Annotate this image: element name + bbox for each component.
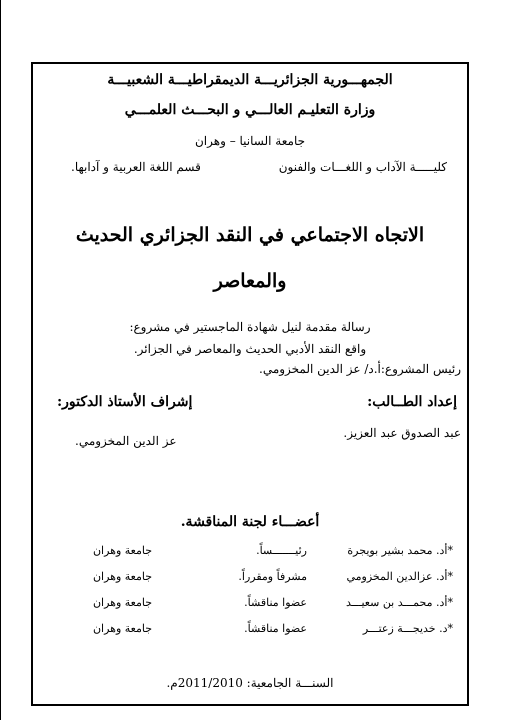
republic-name: الجمهـــورية الجزائريـــة الديمقراطيـــة الشعبيـــة xyxy=(107,72,393,88)
member-university: جامعة وهران xyxy=(92,570,152,583)
member-name: *د. خديجـــة زعتـــر xyxy=(362,622,453,635)
member-role: رئيـــــــساً. xyxy=(256,544,307,557)
department-name: قسم اللغة العربية و آدابها. xyxy=(71,160,201,174)
member-role: عضوا مناقشاً. xyxy=(244,622,307,635)
ministry-name: وزارة التعليـم العالـــي و البحـــث العلمـــي xyxy=(124,102,376,118)
committee-member-row xyxy=(43,570,457,588)
committee-member-row xyxy=(43,622,457,640)
member-university: جامعة وهران xyxy=(92,622,152,635)
thesis-title-line2: والمعاصر xyxy=(213,270,287,292)
student-name: عبد الصدوق عبد العزيز. xyxy=(343,426,461,440)
thesis-title-line1: الاتجاه الاجتماعي في النقد الجزائري الحديث xyxy=(75,224,425,246)
academic-year: السنـــة الجامعية: 2011/2010م. xyxy=(166,676,334,690)
committee-member-row xyxy=(43,544,457,562)
member-name: *أد. محمـــد بن سعيـــد xyxy=(346,596,453,609)
member-university: جامعة وهران xyxy=(92,596,152,609)
thesis-purpose-line2: واقع النقد الأدبي الحديث والمعاصر في الجزائر. xyxy=(133,342,367,356)
project-head: رئيس المشروع:أ.د/ عز الدين المخزومي. xyxy=(259,362,461,376)
member-role: مشرفاً ومقرراً. xyxy=(238,570,307,583)
committee-title: أعضـــاء لجنة المناقشة. xyxy=(180,514,320,530)
member-university: جامعة وهران xyxy=(92,544,152,557)
thesis-purpose-line1: رسالة مقدمة لنيل شهادة الماجستير في مشروع: xyxy=(129,320,371,334)
member-name: *أد. محمد بشير بويجرة xyxy=(347,544,453,557)
cover-page-frame xyxy=(31,62,469,706)
prepared-by-label: إعداد الطــالب: xyxy=(367,394,457,410)
member-name: *أد. عزالدين المخزومي xyxy=(346,570,453,583)
university-name: جامعة السانيا – وهران xyxy=(194,134,306,148)
member-role: عضوا مناقشاً. xyxy=(244,596,307,609)
page-edge-line xyxy=(0,0,1,720)
committee-member-row xyxy=(43,596,457,614)
supervisor-name: عز الدين المخزومي. xyxy=(75,434,177,448)
faculty-name: كليـــــة الآداب و اللغـــات والفنون xyxy=(278,160,447,174)
supervision-label: إشراف الأستاذ الدكتور: xyxy=(57,394,193,410)
